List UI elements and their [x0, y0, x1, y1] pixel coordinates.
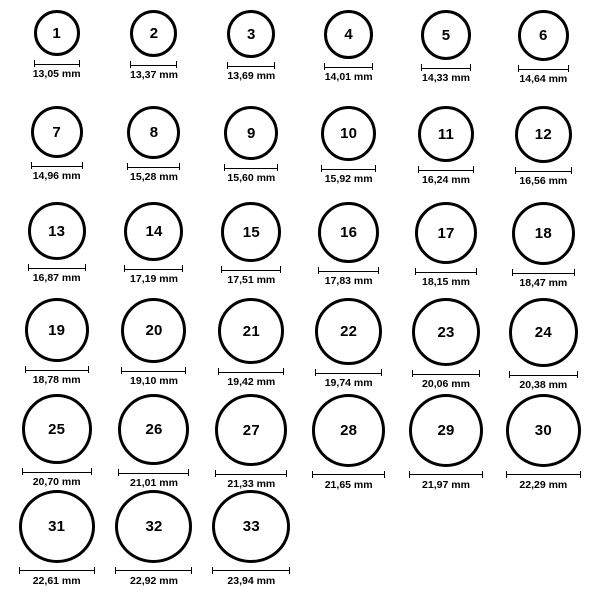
ring-size-cell: [300, 394, 397, 490]
measure-bar-icon: [25, 366, 89, 373]
diameter-measure: [22, 468, 92, 488]
diameter-measure: [25, 366, 89, 386]
diameter-label: 19,10 mm: [130, 375, 178, 387]
diameter-label: 14,33 mm: [422, 72, 470, 84]
ring-size-label: 16: [340, 224, 358, 241]
ring-size-label: 27: [242, 421, 260, 439]
measure-bar-icon: [315, 369, 382, 376]
ring-size-cell: [397, 298, 494, 394]
measure-bar-icon: [515, 167, 572, 174]
ring-size-label: 7: [52, 123, 61, 141]
ring-size-cell: [203, 298, 300, 394]
measure-bar-icon: [124, 265, 183, 272]
measure-bar-icon: [518, 65, 569, 72]
measure-bar-icon: [221, 266, 281, 273]
measure-bar-icon: [34, 60, 80, 67]
measure-bar-icon: [115, 567, 192, 574]
ring-circle: [318, 202, 379, 263]
diameter-label: 18,47 mm: [519, 277, 568, 289]
ring-size-label: 20: [145, 322, 163, 339]
diameter-label: 16,87 mm: [32, 272, 81, 284]
ring-circle: [215, 394, 287, 466]
measure-bar-icon: [312, 471, 385, 478]
ring-size-cell: [397, 106, 494, 202]
ring-size-label: 1: [52, 24, 61, 42]
ring-circle: [227, 10, 275, 58]
diameter-measure: [409, 471, 483, 491]
diameter-measure: [421, 64, 471, 84]
measure-bar-icon: [421, 64, 471, 71]
ring-size-label: 18: [534, 225, 552, 242]
ring-size-grid: [8, 10, 592, 586]
diameter-label: 15,60 mm: [227, 172, 276, 184]
diameter-label: 14,01 mm: [324, 71, 373, 83]
ring-circle: [315, 298, 382, 365]
measure-bar-icon: [212, 567, 290, 574]
ring-size-label: 29: [437, 421, 455, 439]
ring-size-label: 25: [48, 420, 66, 438]
ring-size-cell: [105, 490, 202, 586]
ring-size-cell: [495, 298, 592, 394]
ring-size-label: 8: [149, 124, 159, 141]
ring-size-cell: [8, 106, 105, 202]
diameter-measure: [512, 269, 575, 289]
measure-bar-icon: [409, 471, 483, 478]
diameter-measure: [415, 268, 477, 288]
diameter-measure: [221, 266, 281, 286]
diameter-label: 21,97 mm: [422, 478, 470, 491]
diameter-label: 14,64 mm: [519, 73, 568, 85]
diameter-label: 22,29 mm: [519, 478, 568, 491]
measure-bar-icon: [31, 162, 83, 169]
diameter-measure: [312, 471, 385, 491]
ring-size-label: 19: [48, 321, 66, 339]
ring-size-cell: [495, 10, 592, 106]
diameter-label: 17,83 mm: [324, 275, 373, 287]
diameter-label: 22,92 mm: [130, 574, 178, 587]
diameter-label: 21,33 mm: [227, 478, 276, 490]
ring-circle: [518, 10, 569, 61]
ring-size-label: 30: [534, 421, 552, 439]
ring-circle: [412, 298, 480, 366]
ring-size-cell: [203, 10, 300, 106]
ring-size-label: 13: [48, 222, 66, 240]
measure-bar-icon: [224, 164, 278, 171]
ring-circle: [118, 394, 189, 465]
diameter-measure: [315, 369, 382, 389]
diameter-measure: [321, 165, 376, 185]
ring-size-label: 24: [534, 324, 552, 341]
ring-circle: [409, 394, 483, 467]
ring-size-label: 23: [437, 323, 455, 341]
ring-size-cell: [397, 394, 494, 490]
ring-size-cell: [203, 202, 300, 298]
ring-size-cell: [203, 490, 300, 586]
ring-circle: [212, 490, 290, 563]
measure-bar-icon: [227, 62, 275, 69]
ring-size-cell: [105, 202, 202, 298]
ring-circle: [415, 202, 477, 264]
diameter-label: 20,06 mm: [422, 378, 470, 390]
ring-circle: [321, 106, 376, 161]
measure-bar-icon: [412, 370, 480, 377]
diameter-label: 17,51 mm: [227, 274, 276, 286]
diameter-measure: [212, 567, 290, 587]
ring-circle: [324, 10, 373, 59]
measure-bar-icon: [218, 368, 284, 375]
ring-size-cell: [105, 394, 202, 490]
diameter-label: 14,96 mm: [32, 170, 81, 182]
measure-bar-icon: [127, 163, 180, 170]
diameter-measure: [227, 62, 275, 82]
ring-size-label: 17: [437, 224, 455, 242]
diameter-label: 18,78 mm: [32, 374, 81, 386]
ring-circle: [31, 106, 83, 158]
diameter-measure: [215, 470, 287, 490]
diameter-measure: [33, 60, 81, 80]
diameter-label: 20,70 mm: [32, 476, 81, 488]
ring-size-label: 31: [48, 517, 66, 535]
diameter-label: 19,42 mm: [227, 376, 276, 388]
ring-size-label: 32: [145, 517, 163, 535]
ring-size-cell: [397, 202, 494, 298]
ring-circle: [506, 394, 581, 467]
diameter-measure: [127, 163, 180, 183]
measure-bar-icon: [19, 567, 95, 574]
ring-size-label: 28: [340, 421, 358, 439]
diameter-label: 17,19 mm: [130, 273, 178, 285]
ring-size-label: 12: [534, 126, 552, 143]
diameter-measure: [515, 167, 572, 187]
diameter-label: 13,37 mm: [130, 69, 178, 81]
diameter-label: 21,65 mm: [324, 478, 373, 491]
diameter-measure: [31, 162, 83, 182]
ring-size-cell: [8, 10, 105, 106]
ring-size-cell: [495, 202, 592, 298]
measure-bar-icon: [22, 468, 92, 475]
ring-circle: [115, 490, 192, 563]
diameter-label: 20,38 mm: [519, 379, 568, 391]
diameter-label: 21,01 mm: [130, 477, 178, 489]
diameter-measure: [324, 63, 373, 83]
ring-size-label: 26: [145, 421, 163, 438]
diameter-label: 16,24 mm: [422, 174, 470, 186]
diameter-label: 13,05 mm: [32, 68, 81, 80]
diameter-label: 15,92 mm: [324, 173, 373, 185]
measure-bar-icon: [28, 264, 86, 271]
ring-circle: [218, 298, 284, 364]
measure-bar-icon: [418, 166, 474, 173]
ring-size-cell: [8, 298, 105, 394]
ring-circle: [312, 394, 385, 467]
diameter-label: 16,56 mm: [519, 175, 568, 187]
ring-size-cell: [203, 394, 300, 490]
ring-size-label: 2: [149, 25, 159, 42]
diameter-measure: [118, 469, 189, 489]
diameter-label: 22,61 mm: [32, 574, 81, 587]
ring-circle: [34, 10, 80, 56]
ring-size-cell: [495, 106, 592, 202]
ring-size-cell: [105, 106, 202, 202]
ring-size-label: 3: [247, 25, 256, 43]
diameter-measure: [19, 567, 95, 587]
measure-bar-icon: [509, 371, 578, 378]
measure-bar-icon: [130, 61, 177, 68]
measure-bar-icon: [215, 470, 287, 477]
diameter-label: 15,28 mm: [130, 171, 178, 183]
ring-size-label: 15: [242, 223, 260, 241]
ring-circle: [418, 106, 474, 162]
measure-bar-icon: [118, 469, 189, 476]
measure-bar-icon: [506, 471, 581, 478]
diameter-measure: [115, 567, 192, 587]
ring-size-cell: [300, 202, 397, 298]
diameter-measure: [224, 164, 278, 184]
ring-size-label: 14: [145, 223, 163, 240]
diameter-measure: [418, 166, 474, 186]
ring-size-cell: [397, 10, 494, 106]
ring-size-cell: [8, 490, 105, 586]
diameter-measure: [130, 61, 178, 81]
ring-size-label: 21: [242, 322, 260, 340]
ring-size-label: 9: [247, 124, 256, 142]
ring-circle: [121, 298, 186, 363]
ring-circle: [124, 202, 183, 261]
measure-bar-icon: [512, 269, 575, 276]
diameter-measure: [28, 264, 86, 284]
measure-bar-icon: [415, 268, 477, 275]
ring-size-label: 33: [242, 517, 260, 535]
diameter-measure: [506, 471, 581, 491]
ring-size-cell: [105, 298, 202, 394]
ring-size-label: 11: [437, 125, 455, 143]
diameter-measure: [121, 367, 186, 387]
ring-circle: [25, 298, 89, 362]
diameter-measure: [318, 267, 379, 287]
ring-size-label: 6: [539, 27, 548, 44]
diameter-measure: [518, 65, 569, 85]
ring-size-label: 5: [441, 26, 451, 44]
measure-bar-icon: [318, 267, 379, 274]
ring-circle: [224, 106, 278, 160]
ring-size-cell: [300, 298, 397, 394]
ring-size-label: 10: [340, 125, 358, 142]
ring-size-label: 22: [340, 323, 358, 340]
measure-bar-icon: [324, 63, 373, 70]
diameter-measure: [412, 370, 480, 390]
diameter-label: 13,69 mm: [227, 70, 276, 82]
ring-circle: [22, 394, 92, 464]
diameter-label: 19,74 mm: [324, 377, 373, 389]
diameter-measure: [218, 368, 284, 388]
diameter-label: 18,15 mm: [422, 276, 470, 288]
ring-size-cell: [203, 106, 300, 202]
ring-circle: [515, 106, 572, 163]
ring-size-cell: [300, 106, 397, 202]
ring-circle: [127, 106, 180, 159]
diameter-measure: [124, 265, 183, 285]
ring-size-cell: [8, 202, 105, 298]
measure-bar-icon: [121, 367, 186, 374]
ring-circle: [421, 10, 471, 60]
diameter-label: 23,94 mm: [227, 574, 276, 587]
ring-circle: [130, 10, 177, 57]
ring-circle: [28, 202, 86, 260]
measure-bar-icon: [321, 165, 376, 172]
ring-circle: [19, 490, 95, 563]
ring-circle: [221, 202, 281, 262]
diameter-measure: [509, 371, 578, 391]
ring-size-cell: [300, 10, 397, 106]
ring-circle: [509, 298, 578, 367]
ring-size-cell: [495, 394, 592, 490]
ring-size-cell: [105, 10, 202, 106]
ring-circle: [512, 202, 575, 265]
ring-size-label: 4: [344, 26, 353, 43]
ring-size-cell: [8, 394, 105, 490]
